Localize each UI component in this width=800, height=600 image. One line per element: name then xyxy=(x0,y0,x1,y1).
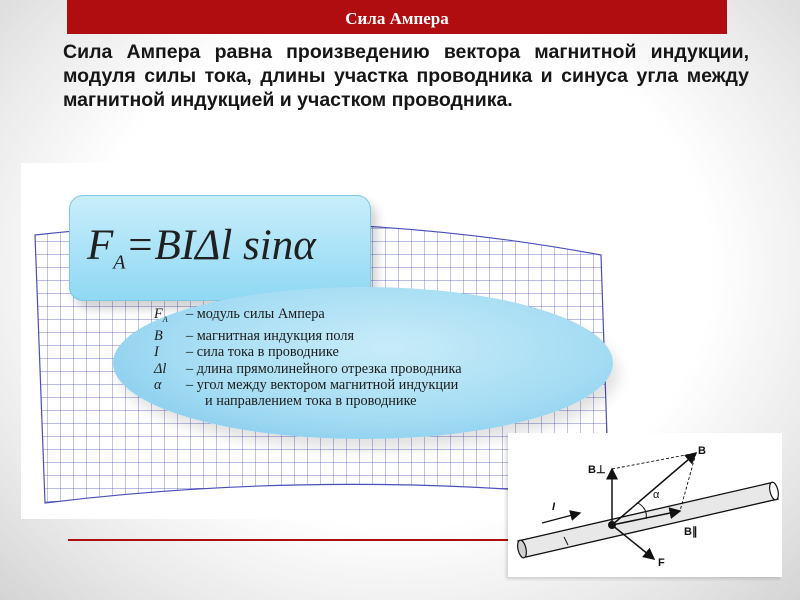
legend-symbol: F xyxy=(154,306,163,322)
alpha-label: α xyxy=(653,489,660,501)
legend-description: – угол между вектором магнитной индукции xyxy=(186,377,459,394)
force-diagram xyxy=(508,433,782,577)
current-label: I xyxy=(552,501,556,513)
formula-lhs-sub: A xyxy=(113,251,126,274)
bottom-divider xyxy=(68,539,538,541)
legend-description: – модуль силы Ампера xyxy=(186,306,325,322)
symbol-legend xyxy=(154,306,462,410)
legend-symbol: B xyxy=(154,328,163,345)
legend-description: – длина прямолинейного отрезка проводника xyxy=(186,360,462,377)
legend-description: – магнитная индукция поля xyxy=(186,328,355,345)
legend-description: – сила тока в проводнике xyxy=(186,344,339,361)
legend-row xyxy=(154,361,462,377)
force-label: F xyxy=(658,557,665,569)
legend-row xyxy=(154,344,462,360)
legend-symbol: I xyxy=(154,344,159,361)
slide-title: Сила Ампера xyxy=(67,0,727,34)
legend-row xyxy=(154,377,462,393)
legend-row xyxy=(154,328,462,344)
ampere-formula xyxy=(87,221,316,275)
definition-paragraph: Сила Ампера равна произведению вектора магнитной индукции, модуля силы тока, длины участка проводника и синуса угла между магнитной индукцией и участком проводника. xyxy=(63,41,749,111)
formula-lhs: F xyxy=(87,222,114,269)
legend-symbol-sub: A xyxy=(162,314,168,324)
conductor-vectors-drawing xyxy=(508,433,782,577)
legend-row xyxy=(154,306,462,328)
legend-symbol: α xyxy=(154,377,162,394)
legend-continuation: и направлением тока в проводнике xyxy=(205,393,417,410)
formula-box xyxy=(69,195,371,301)
b-parallel-label: B∥ xyxy=(684,526,698,538)
legend-symbol: Δl xyxy=(154,360,167,377)
b-perp-label: B⊥ xyxy=(588,464,606,476)
formula-rhs: =BIΔl sinα xyxy=(125,222,316,269)
b-label: B xyxy=(698,445,706,457)
